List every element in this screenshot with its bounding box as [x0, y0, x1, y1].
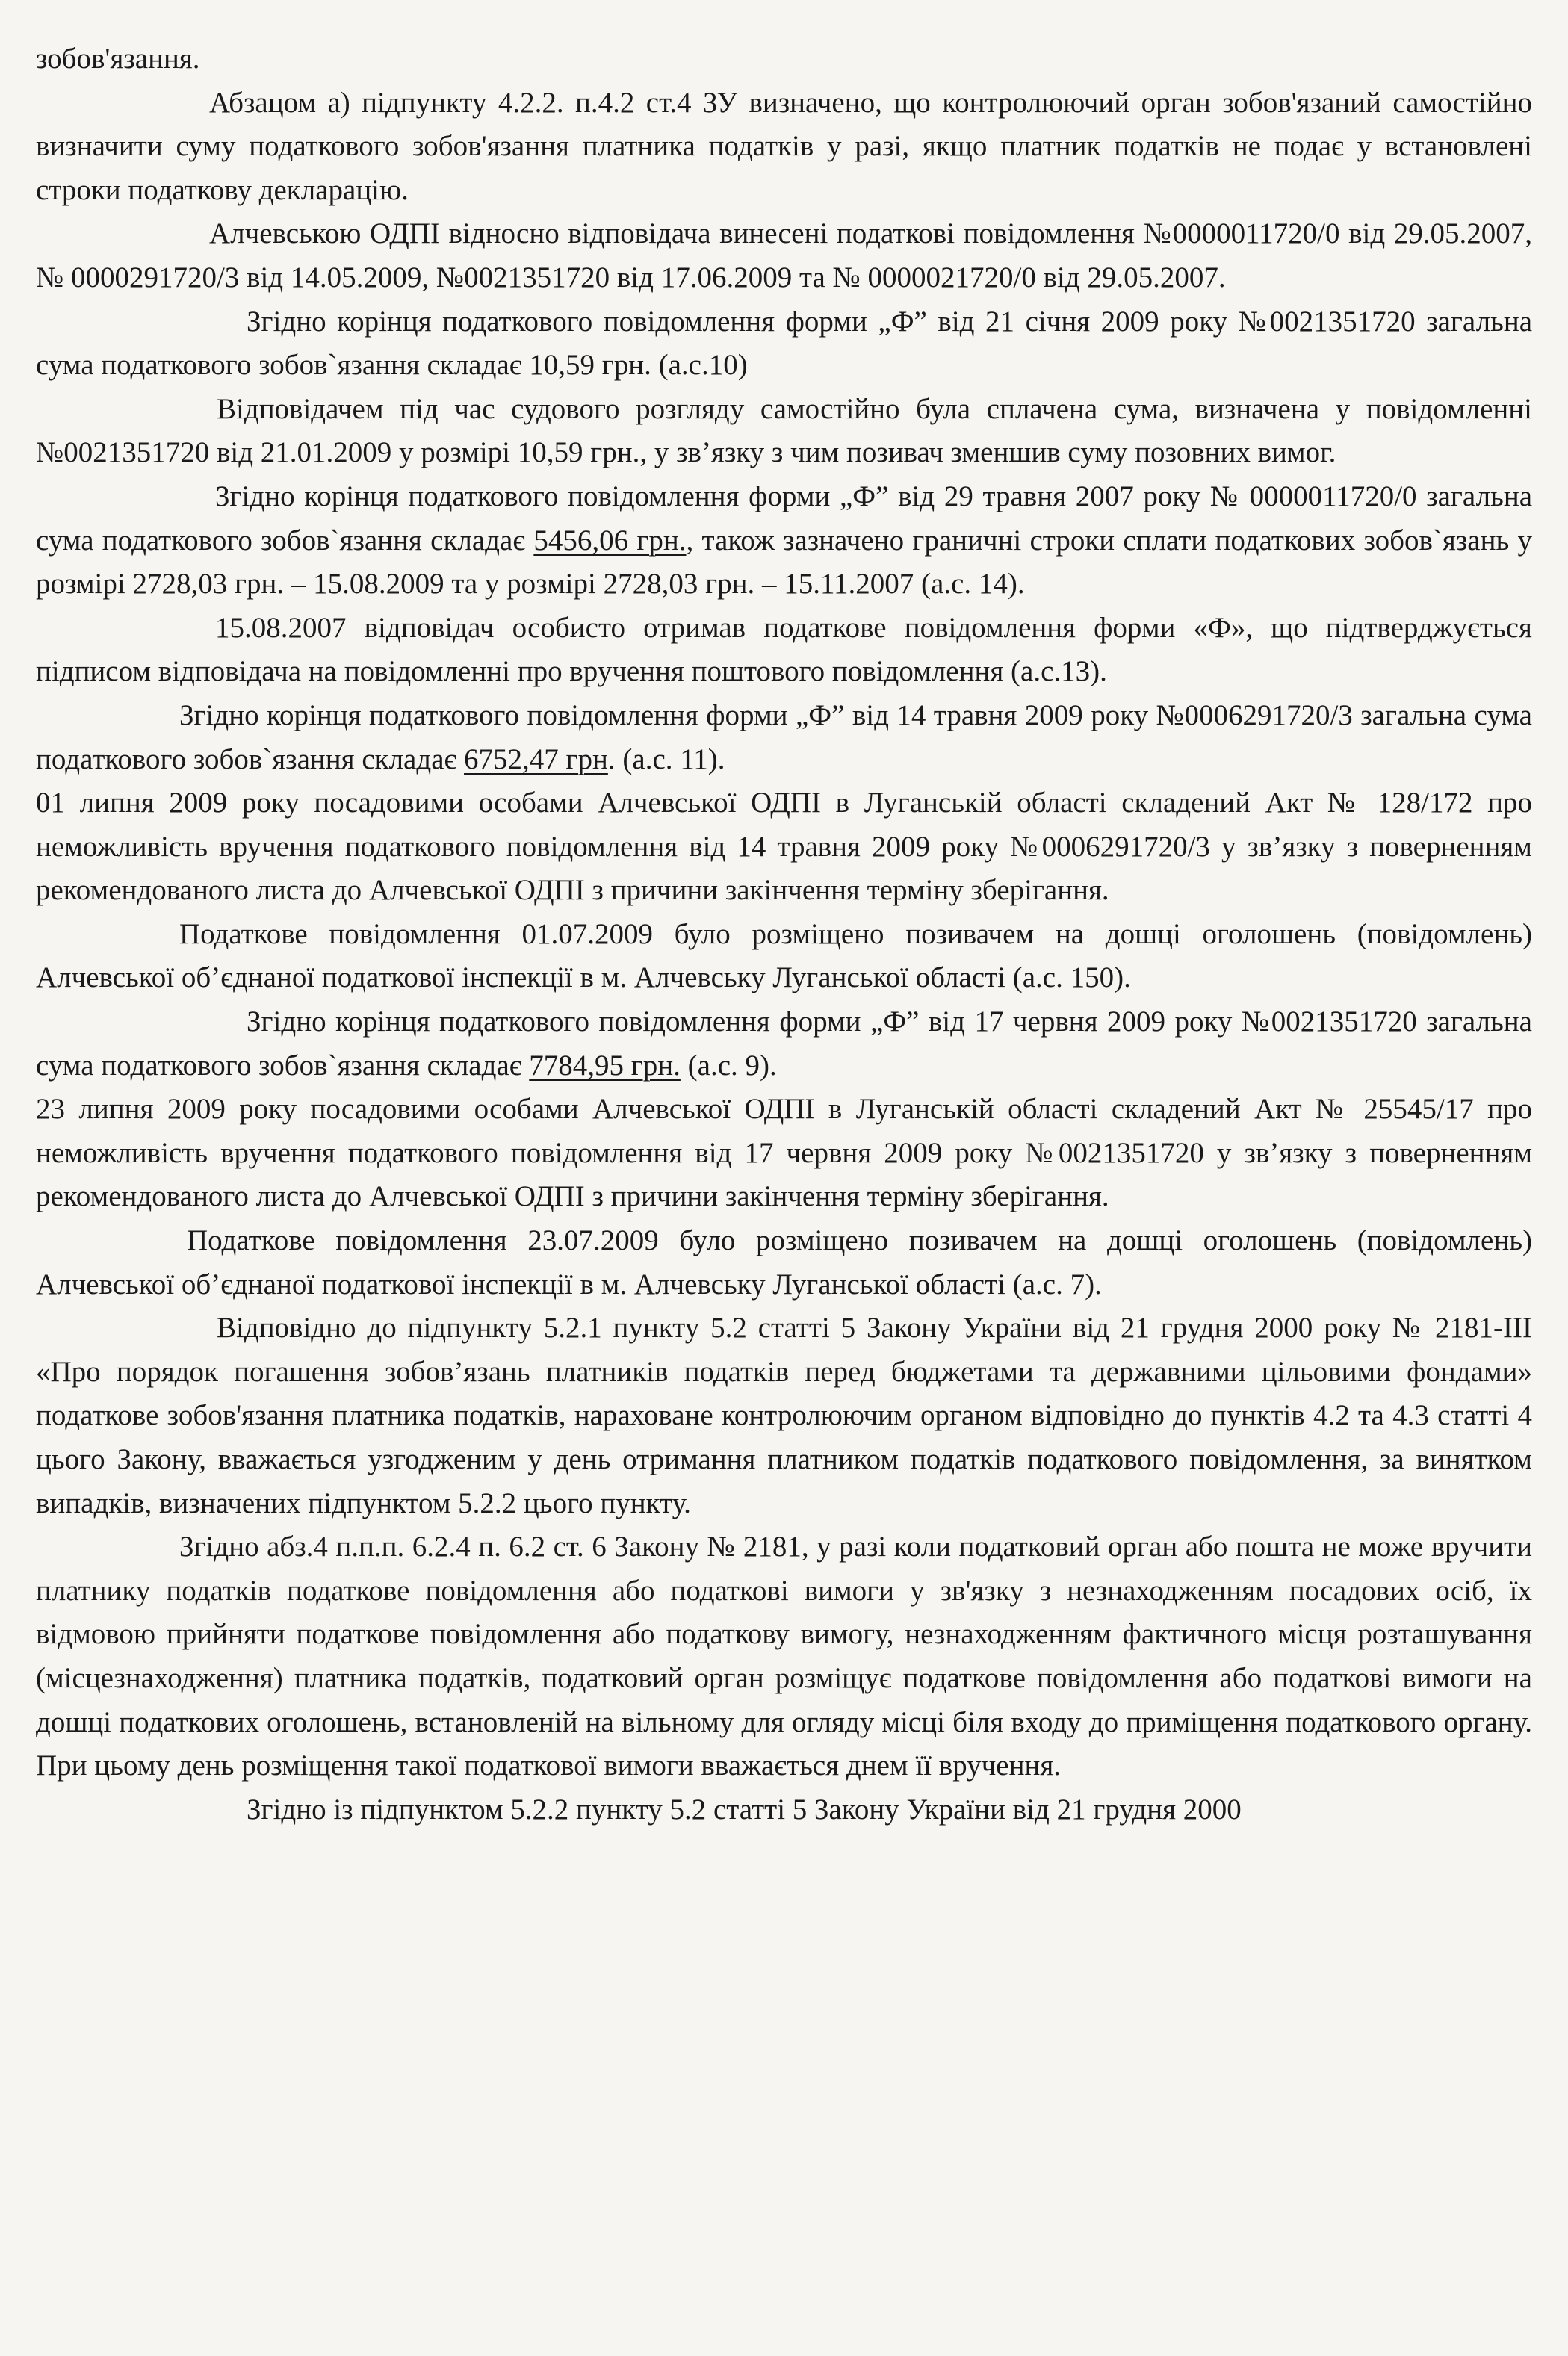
paragraph-notice-14-may-2009 [36, 694, 1532, 781]
paragraph-text: Згідно корінця податкового повідомлення форми „Ф” від 14 травня 2009 року №0006291720/3 загальна сума податкового зобов`язання складає [36, 698, 1532, 775]
paragraph-payment-during-trial: Відповідачем під час судового розгляду самостійно була сплачена сума, визначена у повідомленні №0021351720 від 21.01.2009 у розмірі 10,59 грн., у зв’язку з чим позивач зменшив суму позовних вимог. [36, 392, 1532, 469]
underlined-amount: 6752,47 грн [464, 743, 608, 775]
paragraph-posted-23-07-2009: Податкове повідомлення 23.07.2009 було розміщено позивачем на дошці оголошень (повідомлень) Алчевської об’єднаної податкової інспекції в м. Алчевську Луганської області (а.с. 7). [36, 1224, 1532, 1301]
paragraph-text: Згідно корінця податкового повідомлення форми „Ф” від 29 травня 2007 року № 0000011720/0 загальна сума податкового зобов`язання складає [36, 480, 1532, 557]
paragraph-posted-01-07-2009: Податкове повідомлення 01.07.2009 було розміщено позивачем на дошці оголошень (повідомлень) Алчевської об’єднаної податкової інспекції в м. Алчевську Луганської області (а.с. 150). [36, 917, 1532, 994]
paragraph-text: Згідно корінця податкового повідомлення форми „Ф” від 17 червня 2009 року №0021351720 загальна сума податкового зобов`язання складає [36, 1005, 1532, 1082]
paragraph-law-5-2-1: Відповідно до підпункту 5.2.1 пункту 5.2 статті 5 Закону України від 21 грудня 2000 року № 2181-III «Про порядок погашення зобов’язань платників податків перед бюджетами та державними цільовими фондами» податкове зобов'язання платника податків, нараховане контролюючим органом відповідно до пунктів 4.2 та 4.3 статті 4 цього Закону, вважається узгодженим у день отримання платником податків податкового повідомлення, за винятком випадків, визначених підпунктом 5.2.2 цього пункту. [36, 1312, 1532, 1519]
paragraph-tax-notices-list: Алчевською ОДПІ відносно відповідача винесені податкові повідомлення №0000011720/0 від 29.05.2007, № 0000291720/3 від 14.05.2009, №0021351720 від 17.06.2009 та № 0000021720/0 від 29.05.2007. [36, 217, 1532, 294]
paragraph-text: , також зазначено граничні строки сплати податкових зобов`язань у розмірі 2728,03 грн. – 15.08.2009 та у розмірі 2728,03 грн. – 15.11.2007 (а.с. 14). [36, 524, 1532, 601]
underlined-amount: 7784,95 грн. [529, 1049, 681, 1082]
paragraph-text: (а.с. 9). [680, 1049, 777, 1082]
paragraph-received-15-08-2007: 15.08.2007 відповідач особисто отримав податкове повідомлення форми «Ф», що підтверджується підписом відповідача на повідомленні про вручення поштового повідомлення (а.с.13). [36, 611, 1532, 688]
paragraph-notice-29-may-2007 [36, 475, 1532, 607]
paragraph-law-6-2-4: Згідно абз.4 п.п.п. 6.2.4 п. 6.2 ст. 6 Закону № 2181, у разі коли податковий орган або пошта не може вручити платнику податків податкове повідомлення або податкові вимоги у зв'язку з незнаходженням посадових осіб, їх відмовою прийняти податкове повідомлення або податкову вимогу, незнаходженням фактичного місця розташування (місцезнаходження) платника податків, податковий орган розміщує податкове повідомлення або податкові вимоги на дошці податкових оголошень, встановленій на вільному для огляду місці біля входу до приміщення податкового органу. При цьому день розміщення такої податкової вимоги вважається днем її вручення. [36, 1531, 1532, 1782]
paragraph-subparagraph-4-2-2: Абзацом а) підпункту 4.2.2. п.4.2 ст.4 ЗУ визначено, що контролюючий орган зобов'язаний самостійно визначити суму податкового зобов'язання платника податків у разі, якщо платник податків не подає у встановлені строки податкову декларацію. [36, 86, 1532, 206]
paragraph-text: . (а.с. 11). [607, 743, 725, 775]
paragraph-notice-17-june-2009 [36, 1000, 1532, 1088]
paragraph-act-128-172: 01 липня 2009 року посадовими особами Алчевської ОДПІ в Луганській області складений Акт № 128/172 про неможливість вручення податкового повідомлення від 14 травня 2009 року №0006291720/3 у зв’язку з поверненням рекомендованого листа до Алчевської ОДПІ з причини закінчення терміну зберігання. [36, 787, 1532, 907]
paragraph-notice-21-january-2009: Згідно корінця податкового повідомлення форми „Ф” від 21 січня 2009 року №0021351720 загальна сума податкового зобов`язання складає 10,59 грн. (а.с.10) [36, 305, 1532, 382]
paragraph-act-25545-17: 23 липня 2009 року посадовими особами Алчевської ОДПІ в Луганській області складений Акт № 25545/17 про неможливість вручення податкового повідомлення від 17 червня 2009 року №0021351720 у зв’язку з поверненням рекомендованого листа до Алчевської ОДПІ з причини закінчення терміну зберігання. [36, 1093, 1532, 1213]
paragraph-continuation: зобов'язання. [36, 43, 200, 75]
underlined-amount: 5456,06 грн. [533, 524, 687, 557]
paragraph-law-5-2-2: Згідно із підпунктом 5.2.2 пункту 5.2 статті 5 Закону України від 21 грудня 2000 [247, 1793, 1242, 1826]
